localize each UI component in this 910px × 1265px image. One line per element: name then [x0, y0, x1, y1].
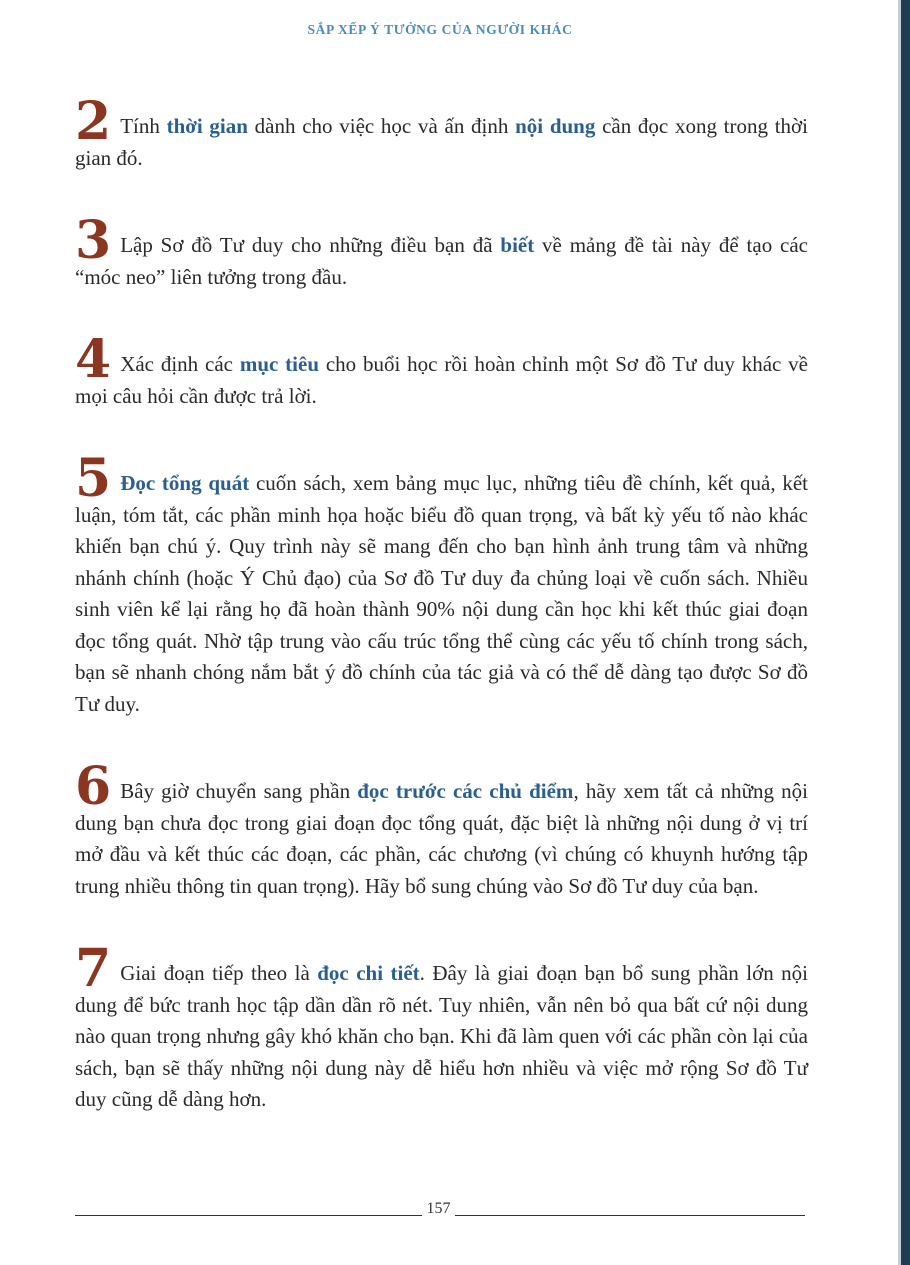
step-6	[75, 756, 809, 902]
step-paragraph	[75, 938, 808, 1116]
step-number: 2	[75, 91, 111, 152]
highlight-term: biết	[500, 233, 535, 257]
text-run: Tính	[120, 114, 167, 138]
step-number: 3	[75, 210, 111, 271]
highlight-term: nội dung	[515, 114, 596, 138]
text-run: Xác định các	[120, 352, 240, 376]
page-body	[75, 80, 808, 1116]
page-number: 157	[426, 1200, 451, 1217]
text-run: về mảng đề tài này để tạo các “móc neo” liên tưởng trong đầu.	[75, 233, 809, 289]
highlight-term: Đọc tổng quát	[120, 471, 250, 495]
step-number: 7	[75, 938, 111, 999]
text-run: cuốn sách, xem bảng mục lục, những tiêu đề chính, kết quả, kết luận, tóm tắt, các phần minh họa hoặc biểu đồ quan trọng, và bất kỳ yếu tố nào khác khiến bạn chú ý. Quy trình này sẽ mang đến cho bạn hình ảnh trung tâm và những nhánh chính (hoặc Ý Chủ đạo) của Sơ đồ Tư duy đa chủng loại về cuốn sách. Nhiều sinh viên kể lại rằng họ đã hoàn thành 90% nội dung cần học khi kết thúc giai đoạn đọc tổng quát. Nhờ tập trung vào cấu trúc tổng thể cùng các yếu tố chính trong sách, bạn sẽ nhanh chóng nắm bắt ý đồ chính của tác giả và có thể dễ dàng tạo được Sơ đồ Tư duy.	[75, 471, 808, 716]
step-paragraph	[75, 91, 808, 174]
text-run: Lập Sơ đồ Tư duy cho những điều bạn đã	[120, 233, 501, 257]
text-run: dành cho việc học và ấn định	[247, 114, 516, 138]
text-run: , hãy xem tất cả những nội dung bạn chưa đọc trong giai đoạn đọc tổng quát, đặc biệt là những nội dung ở vị trí mở đầu và kết thúc các đoạn, các phần, các chương (vì chúng có khuynh hướng tập trung nhiều thông tin quan trọng). Hãy bổ sung chúng vào Sơ đồ Tư duy của bạn.	[75, 779, 809, 898]
step-paragraph	[75, 329, 808, 412]
step-5	[75, 448, 808, 720]
text-run: Bây giờ chuyển sang phần	[120, 779, 358, 803]
step-3	[75, 210, 809, 293]
running-header: SẮP XẾP Ý TƯỞNG CỦA NGƯỜI KHÁC	[307, 22, 573, 37]
text-run: . Đây là giai đoạn bạn bổ sung phần lớn nội dung để bức tranh học tập dần dần rõ nét. Tuy nhiên, vẫn nên bỏ qua bất cứ nội dung nào quan trọng nhưng gây khó khăn cho bạn. Khi đã làm quen với các phần còn lại của sách, bạn sẽ thấy những nội dung này dễ hiểu hơn nhiều và việc mở rộng Sơ đồ Tư duy cũng dễ dàng hơn.	[75, 961, 808, 1111]
highlight-term: thời gian	[166, 114, 248, 138]
step-paragraph	[75, 756, 809, 902]
step-paragraph	[75, 448, 808, 720]
step-number: 4	[75, 329, 111, 390]
highlight-term: đọc trước các chủ điểm	[357, 779, 574, 803]
step-7	[75, 938, 808, 1116]
step-number: 5	[75, 448, 111, 509]
page-edge-binding	[901, 0, 910, 1265]
text-run: cho buổi học rồi hoàn chỉnh một Sơ đồ Tư duy khác về mọi câu hỏi cần được trả lời.	[75, 352, 808, 408]
footer-rule-left	[75, 1215, 422, 1216]
text-run: Giai đoạn tiếp theo là	[120, 961, 318, 985]
page-footer	[75, 1200, 805, 1224]
step-2	[75, 91, 808, 174]
highlight-term: đọc chi tiết	[317, 961, 420, 985]
footer-rule-right	[455, 1215, 805, 1216]
text-run: cần đọc xong trong thời gian đó.	[75, 114, 808, 170]
step-4	[75, 329, 808, 412]
step-number: 6	[75, 756, 111, 817]
highlight-term: mục tiêu	[239, 352, 319, 376]
step-paragraph	[75, 210, 809, 293]
